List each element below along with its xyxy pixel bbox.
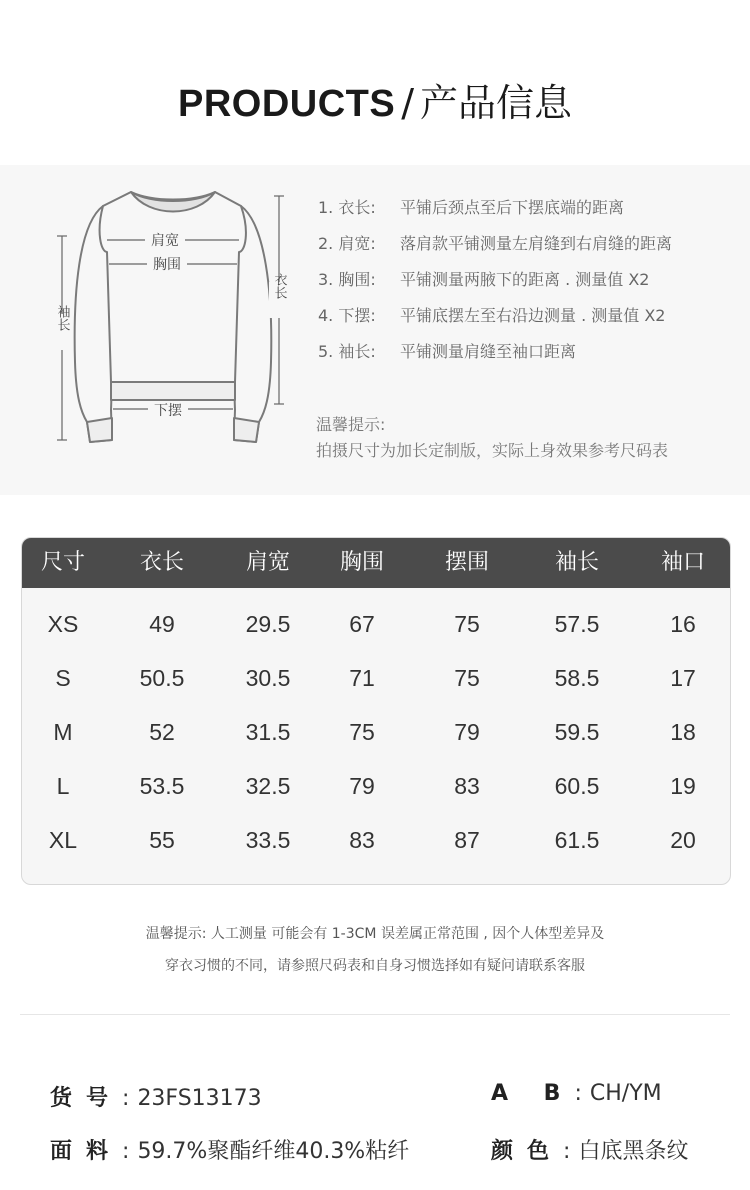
table-cell: 59.5	[554, 719, 600, 745]
diagram-label-shoulder: 肩宽	[151, 233, 179, 249]
note-item	[318, 262, 738, 298]
table-cell: 53.5	[139, 773, 185, 799]
note-index: 4. 下摆:	[318, 306, 376, 325]
diagram-label-length: 衣长	[271, 273, 287, 299]
header-cell-sleeve: 袖长	[554, 550, 600, 575]
table-cell: 67	[349, 611, 375, 637]
footnote-line-2: 穿衣习惯的不同，请参照尺码表和自身习惯选择如有疑问请联系客服	[165, 958, 585, 974]
note-index: 2. 肩宽:	[318, 234, 376, 253]
size-table-header	[22, 538, 730, 588]
fit-tip	[316, 412, 668, 464]
ab-label: A B	[491, 1081, 575, 1106]
table-cell: L	[56, 773, 70, 799]
table-cell: M	[53, 719, 73, 745]
note-item	[318, 226, 738, 262]
header-cell-hem: 摆围	[444, 550, 490, 575]
sku-field: 货号: 23FS13173	[50, 1086, 262, 1111]
table-cell: 61.5	[554, 827, 600, 853]
table-row	[22, 597, 730, 651]
sweatshirt-measure-diagram	[45, 172, 305, 462]
table-cell: 60.5	[554, 773, 600, 799]
section-divider	[20, 1014, 730, 1015]
note-item	[318, 298, 738, 334]
size-table-body	[22, 588, 730, 867]
table-cell: XL	[48, 827, 78, 853]
note-index: 3. 胸围:	[318, 270, 376, 289]
table-cell: S	[55, 665, 71, 691]
note-item	[318, 334, 738, 370]
note-text: 落肩款平铺测量左肩缝到右肩缝的距离	[400, 234, 673, 253]
fabric-value: 59.7%聚酯纤维40.3%粘纤	[137, 1139, 410, 1164]
table-cell: 58.5	[554, 665, 600, 691]
table-cell: 16	[670, 611, 696, 637]
size-table	[21, 537, 731, 885]
table-cell: 75	[454, 611, 480, 637]
note-text: 平铺测量两腋下的距离 . 测量值 X2	[400, 270, 650, 289]
page-title-en: PRODUCTS	[177, 83, 396, 125]
table-cell: 33.5	[245, 827, 291, 853]
diagram-label-sleeve: 袖长	[54, 305, 70, 331]
note-item	[318, 190, 738, 226]
table-cell: 79	[349, 773, 375, 799]
header-cell-length: 衣长	[139, 550, 185, 575]
table-cell: 71	[349, 665, 375, 691]
table-cell: 57.5	[554, 611, 600, 637]
table-cell: 83	[454, 773, 480, 799]
hem-band-shape	[111, 382, 235, 400]
table-cell: 52	[149, 719, 175, 745]
table-cell: 18	[670, 719, 696, 745]
sku-label: 货号	[50, 1086, 123, 1111]
table-cell: 87	[454, 827, 480, 853]
table-cell: 49	[149, 611, 175, 637]
table-row	[22, 813, 730, 867]
page-title-separator: /	[401, 81, 415, 125]
note-index: 1. 衣长:	[318, 198, 376, 217]
header-cell-cuff: 袖口	[660, 550, 706, 575]
header-cell-shoulder: 肩宽	[245, 550, 291, 575]
fabric-field: 面料: 59.7%聚酯纤维40.3%粘纤	[50, 1139, 410, 1164]
fabric-label: 面料	[50, 1139, 123, 1164]
measurement-notes	[318, 190, 738, 370]
sku-value: 23FS13173	[137, 1086, 262, 1111]
left-cuff-shape	[87, 418, 112, 442]
ab-field: A B: CH/YM	[491, 1081, 662, 1106]
right-cuff-shape	[234, 418, 259, 442]
table-cell: 55	[149, 827, 175, 853]
note-text: 平铺底摆左至右沿边测量 . 测量值 X2	[400, 306, 666, 325]
page-title	[0, 72, 750, 127]
table-row	[22, 705, 730, 759]
table-cell: 79	[454, 719, 480, 745]
fit-tip-text: 拍摄尺寸为加长定制版，实际上身效果参考尺码表	[316, 441, 669, 460]
note-text: 平铺测量肩缝至袖口距离	[400, 342, 577, 361]
page-title-cn: 产品信息	[420, 81, 573, 125]
color-label: 颜色	[491, 1139, 564, 1164]
ab-value: CH/YM	[589, 1081, 662, 1106]
table-cell: 19	[670, 773, 696, 799]
header-cell-chest: 胸围	[339, 550, 385, 575]
table-cell: 50.5	[139, 665, 185, 691]
color-field: 颜色: 白底黑条纹	[491, 1139, 689, 1164]
table-row	[22, 651, 730, 705]
table-cell: 30.5	[245, 665, 291, 691]
measurement-footnote	[0, 918, 750, 982]
sweatshirt-body-shape	[100, 192, 246, 382]
fit-tip-title: 温馨提示:	[316, 415, 386, 434]
diagram-label-chest: 胸围	[153, 257, 181, 273]
table-cell: 32.5	[245, 773, 291, 799]
table-row	[22, 759, 730, 813]
table-cell: 75	[454, 665, 480, 691]
table-cell: 31.5	[245, 719, 291, 745]
color-value: 白底黑条纹	[578, 1139, 689, 1164]
table-cell: 83	[349, 827, 375, 853]
note-index: 5. 袖长:	[318, 342, 376, 361]
table-cell: 20	[670, 827, 696, 853]
note-text: 平铺后颈点至后下摆底端的距离	[400, 198, 625, 217]
table-cell: XS	[47, 611, 79, 637]
diagram-label-hem: 下摆	[154, 403, 182, 419]
table-cell: 75	[349, 719, 375, 745]
header-cell-size: 尺寸	[40, 550, 86, 575]
footnote-line-1: 温馨提示: 人工测量 可能会有 1-3CM 误差属正常范围 , 因个人体型差异及	[145, 926, 605, 942]
table-cell: 17	[670, 665, 696, 691]
table-cell: 29.5	[245, 611, 291, 637]
